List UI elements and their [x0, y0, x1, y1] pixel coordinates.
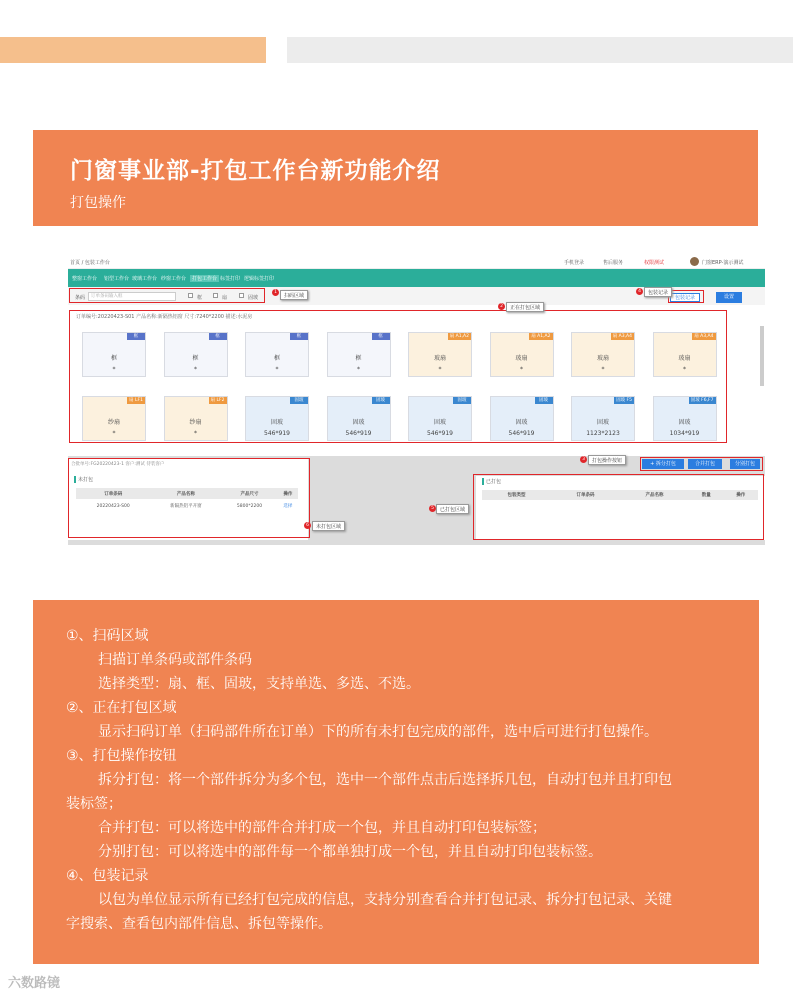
- part-tag: 扇 A1,A2: [449, 334, 469, 339]
- part-name: 纱扇: [107, 419, 120, 426]
- part-size: *: [194, 430, 197, 437]
- part-tag: 固玻: [535, 397, 553, 404]
- part-name: 框: [273, 355, 280, 362]
- part-size: 546*919: [345, 430, 372, 437]
- cell-order: 20220423-S00: [96, 503, 130, 509]
- part-name: 玻扇: [433, 355, 446, 362]
- record-box: [668, 290, 704, 303]
- section-3-line-2: 装标签；: [66, 796, 122, 812]
- callout-5-marker: 5: [429, 505, 436, 512]
- breadcrumb[interactable]: 首页 / 包装工作台: [70, 260, 110, 266]
- top-grey-bar: [287, 37, 793, 63]
- part-name: 玻扇: [596, 355, 609, 362]
- callout-packing-record: 包装记录: [644, 287, 672, 297]
- part-name: 玻扇: [515, 355, 528, 362]
- part-size: 546*919: [508, 430, 535, 437]
- col-pack-type: 包装类型: [507, 493, 526, 498]
- barcode-input[interactable]: 订单条码输入框: [88, 292, 176, 301]
- order-info: 订单编号:20220423-S01 产品名称:新隔热铝窗 尺寸:7240*2200 描述:水泥房: [76, 314, 253, 320]
- part-size: *: [112, 430, 116, 437]
- part-tag: 固玻: [453, 397, 471, 404]
- part-name: 固玻: [515, 419, 528, 426]
- part-tag: 固玻 F6,F7: [690, 398, 714, 403]
- filter-frame-label: 框: [197, 295, 203, 301]
- after-sales-link[interactable]: 售后服务: [603, 260, 624, 266]
- tab-packing[interactable]: 打包工作台: [192, 276, 218, 282]
- filter-fixed-glass-label: 固玻: [248, 295, 259, 301]
- packed-title: 已打包: [482, 478, 501, 485]
- part-tag: 扇 A1,A2: [531, 334, 551, 339]
- part-name: 玻扇: [678, 355, 691, 362]
- app-screenshot: [68, 256, 765, 545]
- scan-label: 条码: [75, 295, 86, 301]
- settings-button[interactable]: 设置: [716, 292, 742, 303]
- tab-aluminum[interactable]: 铝型工作台: [104, 276, 130, 282]
- callout-3-marker: 3: [580, 456, 587, 463]
- callout-4-marker: 4: [636, 288, 643, 295]
- part-tag: 固玻 F5: [616, 398, 632, 403]
- col-order: 订单条码: [104, 491, 123, 497]
- part-tag: 框: [290, 333, 308, 340]
- col-product: 产品名称: [645, 493, 664, 498]
- part-size: *: [275, 366, 279, 373]
- part-size: *: [438, 366, 442, 373]
- part-size: *: [520, 366, 523, 373]
- part-tag: 框: [372, 333, 390, 340]
- callout-unpacked-area: 未打包区域: [312, 521, 345, 531]
- filter-sash-label: 扇: [222, 295, 228, 301]
- section-1-title: ①、扫码区域: [66, 628, 149, 644]
- batch-info: 合批单号:FG20220423-1 客户:测试 待装客户: [71, 462, 165, 467]
- section-4-line-1: 以包为单位显示所有已经打包完成的信息，支持分别查看合并打包记录、拆分打包记录、关键: [98, 892, 672, 908]
- part-name: 固玻: [596, 419, 609, 426]
- unpacked-title: 未打包: [74, 476, 93, 483]
- part-size: 546*919: [264, 430, 290, 437]
- callout-packed-area: 已打包区域: [436, 504, 469, 514]
- part-tag: 扇 A3,A4: [612, 334, 632, 339]
- part-name: 固玻: [433, 419, 446, 426]
- split-pack-button[interactable]: + 拆分打包: [642, 459, 684, 469]
- section-3-title: ③、打包操作按钮: [66, 748, 177, 764]
- part-size: *: [194, 366, 197, 373]
- part-size: 1034*919: [669, 430, 700, 437]
- col-product: 产品名称: [176, 491, 195, 497]
- page-title: 门窗事业部-打包工作台新功能介绍: [70, 158, 441, 184]
- col-quantity: 数量: [701, 493, 711, 498]
- part-size: 1123*2123: [586, 430, 620, 437]
- nav-tabs: [68, 269, 765, 287]
- col-action: 操作: [283, 491, 293, 497]
- part-name: 固玻: [352, 419, 365, 426]
- section-2-title: ②、正在打包区域: [66, 700, 177, 716]
- section-4-line-2: 字搜索、查看包内部件信息、拆包等操作。: [66, 916, 332, 932]
- tab-whole-window[interactable]: 整窗工作台: [72, 276, 98, 282]
- unpacked-area-box: [68, 458, 310, 538]
- description-box: [33, 600, 759, 964]
- brand-logo: 六数路镜: [8, 976, 61, 991]
- part-tag: 扇 LF1: [127, 397, 145, 404]
- part-size: *: [683, 366, 686, 373]
- separate-pack-button[interactable]: 分别打包: [730, 459, 760, 469]
- user-name[interactable]: 门窗ERP-演示测试: [702, 260, 744, 266]
- mobile-login-link[interactable]: 手机登录: [564, 260, 585, 266]
- packing-record-button[interactable]: 包装记录: [670, 293, 700, 302]
- part-tag: 框: [209, 333, 227, 340]
- top-accent-bar: [0, 37, 266, 63]
- part-tag: 扇 LF2: [209, 397, 227, 404]
- part-size: *: [112, 366, 116, 373]
- section-1-line-1: 扫描订单条码或部件条码: [98, 652, 252, 668]
- section-3-line-3: 合并打包：可以将选中的部件合并打成一个包，并且自动打印包装标签；: [98, 820, 546, 836]
- action-buttons-box: [640, 457, 763, 471]
- part-tag: 固玻: [290, 397, 308, 404]
- tab-glass[interactable]: 玻璃工作台: [132, 276, 158, 282]
- packed-area-box: [473, 474, 764, 540]
- callout-scan-area: 扫码区域: [280, 290, 308, 300]
- page-subtitle: 打包操作: [70, 195, 126, 211]
- section-3-line-1: 拆分打包：将一个部件拆分为多个包，选中一个部件点击后选择拆几包，自动打包并且打印包: [98, 772, 672, 788]
- part-tag: 扇 A3,A4: [694, 334, 714, 339]
- section-1-line-2: 选择类型：扇、框、固玻，支持单选、多选、不选。: [98, 676, 420, 692]
- scrollbar[interactable]: [760, 326, 764, 386]
- callout-6-marker: 6: [304, 522, 311, 529]
- part-size: 546*919: [427, 430, 453, 437]
- callout-1-marker: 1: [272, 289, 279, 296]
- merge-pack-button[interactable]: 合并打包: [688, 459, 722, 469]
- part-name: 固玻: [678, 419, 691, 426]
- select-link[interactable]: 选择: [283, 504, 293, 509]
- tab-label-print[interactable]: 标签打印: [220, 276, 241, 282]
- part-size: *: [601, 366, 605, 373]
- avatar[interactable]: [690, 257, 699, 266]
- tab-screen[interactable]: 纱窗工作台: [161, 276, 187, 282]
- part-name: 框: [110, 355, 117, 362]
- callout-2-marker: 2: [498, 303, 505, 310]
- callout-action-buttons: 打包操作按钮: [588, 455, 626, 465]
- part-name: 纱扇: [189, 419, 202, 426]
- part-name: 固玻: [270, 419, 283, 426]
- section-4-title: ④、包装记录: [66, 868, 149, 884]
- part-name: 框: [355, 355, 362, 362]
- tab-logic-label-print[interactable]: 逻辑标签打印: [244, 276, 275, 282]
- col-size: 产品尺寸: [240, 491, 259, 497]
- callout-packing-area: 正在打包区域: [506, 302, 544, 312]
- cell-size: 5800*2200: [236, 503, 263, 509]
- cell-product: 新隔热铝平开窗: [170, 504, 202, 509]
- section-2-line-1: 显示扫码订单（扫码部件所在订单）下的所有未打包完成的部件，选中后可进行打包操作。: [98, 724, 658, 740]
- part-name: 框: [192, 355, 199, 362]
- part-size: *: [357, 366, 360, 373]
- part-tag: 框: [127, 333, 145, 340]
- col-order: 订单条码: [576, 493, 595, 498]
- section-3-line-4: 分别打包：可以将选中的部件每一个都单独打成一个包，并且自动打印包装标签。: [98, 844, 602, 860]
- permission-test-link[interactable]: 权限测试: [644, 260, 665, 266]
- packing-area-box: [69, 310, 727, 443]
- scan-area-box: [69, 288, 265, 303]
- top-bar: [68, 256, 765, 269]
- header-banner: [33, 130, 758, 226]
- col-action: 操作: [736, 493, 746, 498]
- part-tag: 固玻: [372, 397, 390, 404]
